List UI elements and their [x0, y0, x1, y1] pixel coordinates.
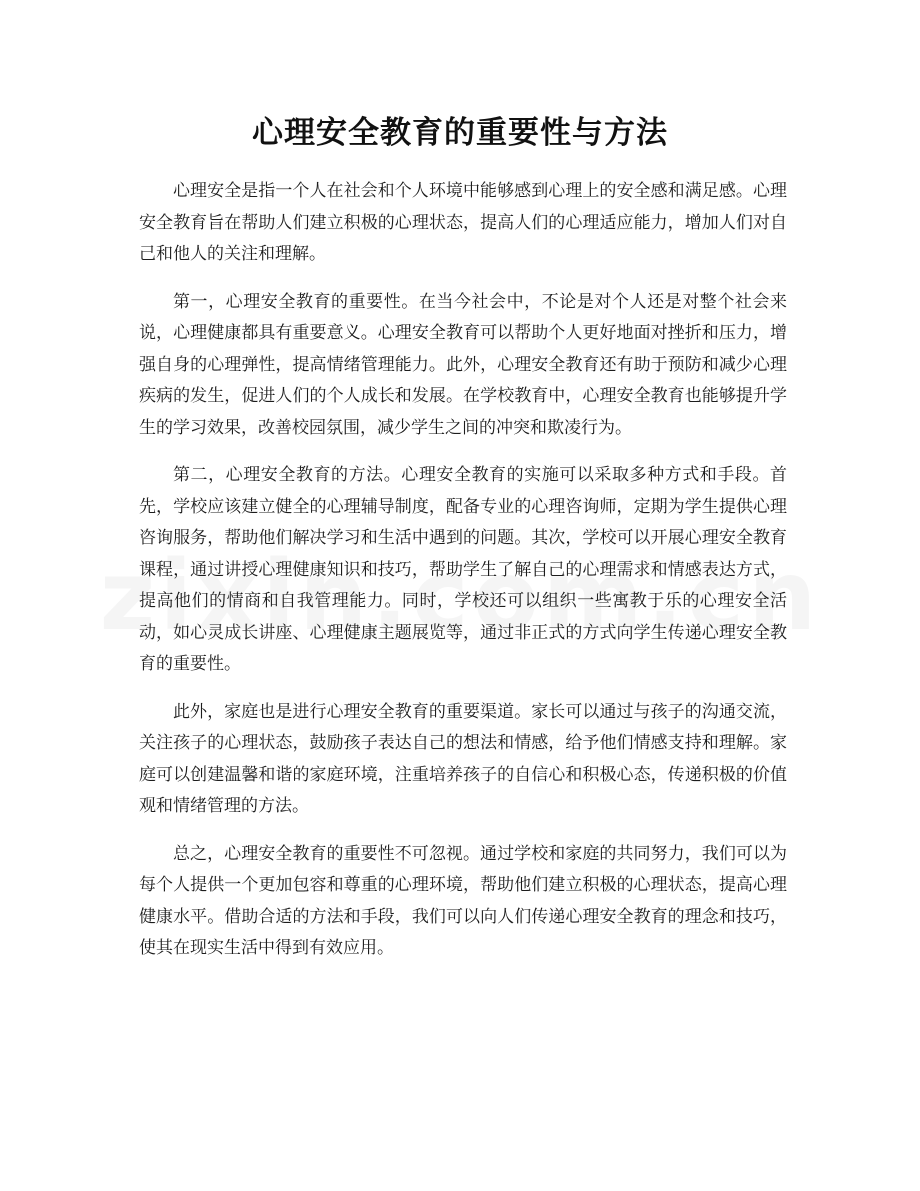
- paragraph-importance: 第一，心理安全教育的重要性。在当今社会中，不论是对个人还是对整个社会来说，心理健康都具有重要意义。心理安全教育可以帮助个人更好地面对挫折和压力，增强自身的心理弹性，提高情绪管理能力。此外，心理安全教育还有助于预防和减少心理疾病的发生，促进人们的个人成长和发展。在学校教育中，心理安全教育也能够提升学生的学习效果，改善校园氛围，减少学生之间的冲突和欺凌行为。: [139, 291, 787, 438]
- paragraph-intro: 心理安全是指一个人在社会和个人环境中能够感到心理上的安全感和满足感。心理安全教育旨在帮助人们建立积极的心理状态，提高人们的心理适应能力，增加人们对自己和他人的关注和理解。: [139, 181, 787, 264]
- paragraph-family: 此外，家庭也是进行心理安全教育的重要渠道。家长可以通过与孩子的沟通交流，关注孩子的心理状态，鼓励孩子表达自己的想法和情感，给予他们情感支持和理解。家庭可以创建温馨和谐的家庭环境，注重培养孩子的自信心和积极心态，传递积极的价值观和情绪管理的方法。: [139, 701, 787, 816]
- paragraph-methods: 第二，心理安全教育的方法。心理安全教育的实施可以采取多种方式和手段。首先，学校应该建立健全的心理辅导制度，配备专业的心理咨询师，定期为学生提供心理咨询服务，帮助他们解决学习和生活中遇到的问题。其次，学校可以开展心理安全教育课程，通过讲授心理健康知识和技巧，帮助学生了解自己的心理需求和情感表达方式，提高他们的情商和自我管理能力。同时，学校还可以组织一些寓教于乐的心理安全活动，如心灵成长讲座、心理健康主题展览等，通过非正式的方式向学生传递心理安全教育的重要性。: [139, 465, 787, 674]
- document-title: 心理安全教育的重要性与方法: [252, 115, 668, 151]
- document-body: [139, 176, 787, 981]
- paragraph-conclusion: 总之，心理安全教育的重要性不可忽视。通过学校和家庭的共同努力，我们可以为每个人提供一个更加包容和尊重的心理环境，帮助他们建立积极的心理状态，提高心理健康水平。借助合适的方法和手段，我们可以向人们传递心理安全教育的理念和技巧，使其在现实生活中得到有效应用。: [139, 843, 787, 958]
